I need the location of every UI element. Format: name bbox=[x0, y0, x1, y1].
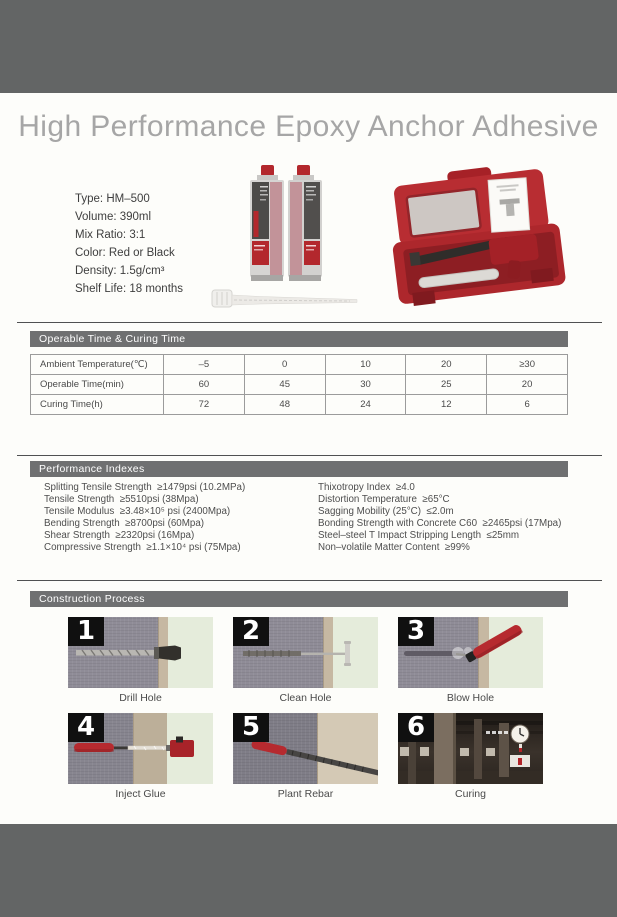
performance-item: Bonding Strength with Concrete C60 ≥2465psi (17Mpa) bbox=[318, 518, 562, 530]
spec-line: Volume: 390ml bbox=[75, 211, 152, 223]
bottom-band bbox=[0, 824, 617, 917]
construction-steps bbox=[68, 617, 543, 801]
step-number: 5 bbox=[233, 713, 269, 742]
table-cell: 72 bbox=[164, 395, 245, 415]
performance-list-left bbox=[44, 482, 245, 555]
tool-case-image bbox=[384, 163, 566, 308]
step-caption: Drill Hole bbox=[119, 692, 162, 704]
performance-item: Tensile Strength ≥5510psi (38Mpa) bbox=[44, 494, 199, 506]
table-row bbox=[31, 375, 568, 395]
performance-list-right bbox=[318, 482, 561, 555]
table-cell: 10 bbox=[325, 355, 406, 375]
spec-line: Type: HM–500 bbox=[75, 193, 150, 205]
table-cell: ≥30 bbox=[487, 355, 568, 375]
step-number: 6 bbox=[398, 713, 434, 742]
section-header-performance: Performance Indexes bbox=[30, 461, 568, 477]
table-row bbox=[31, 395, 568, 415]
row-label: Curing Time(h) bbox=[31, 395, 164, 415]
table-row bbox=[31, 355, 568, 375]
spec-line: Shelf Life: 18 months bbox=[75, 283, 184, 295]
spec-line: Mix Ratio: 3:1 bbox=[75, 229, 146, 241]
construction-step-1 bbox=[68, 617, 213, 705]
section-divider bbox=[17, 455, 602, 456]
row-label: Ambient Temperature(℃) bbox=[31, 355, 164, 375]
step-caption: Blow Hole bbox=[446, 692, 495, 704]
table-cell: 6 bbox=[487, 395, 568, 415]
step-photo-curing bbox=[398, 713, 543, 784]
top-band bbox=[0, 0, 617, 93]
step-photo-clean-hole bbox=[233, 617, 378, 688]
construction-step-6 bbox=[398, 713, 543, 801]
page-title: High Performance Epoxy Anchor Adhesive bbox=[18, 110, 599, 143]
table-cell: 20 bbox=[487, 375, 568, 395]
performance-item: Steel–steel T Impact Stripping Length ≤25mm bbox=[318, 530, 520, 542]
step-caption: Inject Glue bbox=[115, 788, 166, 800]
step-number: 1 bbox=[68, 617, 104, 646]
section-header-curing-time: Operable Time & Curing Time bbox=[30, 331, 568, 347]
construction-step-2 bbox=[233, 617, 378, 705]
mixing-nozzle-image bbox=[212, 290, 357, 307]
manual-paper-image bbox=[488, 178, 530, 233]
table-cell: 12 bbox=[406, 395, 487, 415]
step-caption: Clean Hole bbox=[279, 692, 332, 704]
construction-step-5 bbox=[233, 713, 378, 801]
step-photo-plant-rebar bbox=[233, 713, 378, 784]
product-photos bbox=[200, 163, 570, 313]
performance-item: Compressive Strength ≥1.1×10⁴ psi (75Mpa) bbox=[44, 542, 241, 554]
step-caption: Curing bbox=[455, 788, 486, 800]
step-photo-blow-hole bbox=[398, 617, 543, 688]
section-header-construction: Construction Process bbox=[30, 591, 568, 607]
performance-item: Sagging Mobility (25°C) ≤2.0m bbox=[318, 506, 454, 518]
performance-item: Distortion Temperature ≥65°C bbox=[318, 494, 450, 506]
section-divider bbox=[17, 322, 602, 323]
table-cell: 48 bbox=[244, 395, 325, 415]
table-cell: 20 bbox=[406, 355, 487, 375]
cartridge-image bbox=[288, 165, 322, 281]
table-cell: –5 bbox=[164, 355, 245, 375]
spec-line: Density: 1.5g/cm³ bbox=[75, 265, 165, 277]
row-label: Operable Time(min) bbox=[31, 375, 164, 395]
step-photo-drill-hole bbox=[68, 617, 213, 688]
performance-item: Thixotropy Index ≥4.0 bbox=[318, 482, 415, 493]
section-divider bbox=[17, 580, 602, 581]
construction-step-3 bbox=[398, 617, 543, 705]
construction-step-4 bbox=[68, 713, 213, 801]
step-number: 2 bbox=[233, 617, 269, 646]
performance-item: Tensile Modulus ≥3.48×10⁵ psi (2400Mpa) bbox=[44, 506, 231, 518]
performance-item: Shear Strength ≥2320psi (16Mpa) bbox=[44, 530, 195, 542]
spec-line: Color: Red or Black bbox=[75, 247, 175, 259]
step-number: 4 bbox=[68, 713, 104, 742]
table-cell: 30 bbox=[325, 375, 406, 395]
step-number: 3 bbox=[398, 617, 434, 646]
table-cell: 0 bbox=[244, 355, 325, 375]
table-cell: 45 bbox=[244, 375, 325, 395]
performance-item: Bending Strength ≥8700psi (60Mpa) bbox=[44, 518, 205, 530]
performance-item: Non–volatile Matter Content ≥99% bbox=[318, 542, 470, 554]
performance-item: Splitting Tensile Strength ≥1479psi (10.2MPa) bbox=[44, 482, 246, 493]
product-spec-list bbox=[75, 190, 183, 298]
curing-time-table bbox=[30, 354, 568, 415]
step-caption: Plant Rebar bbox=[277, 788, 334, 800]
table-cell: 25 bbox=[406, 375, 487, 395]
cartridge-image bbox=[250, 165, 284, 281]
step-photo-inject-glue bbox=[68, 713, 213, 784]
table-cell: 60 bbox=[164, 375, 245, 395]
table-cell: 24 bbox=[325, 395, 406, 415]
